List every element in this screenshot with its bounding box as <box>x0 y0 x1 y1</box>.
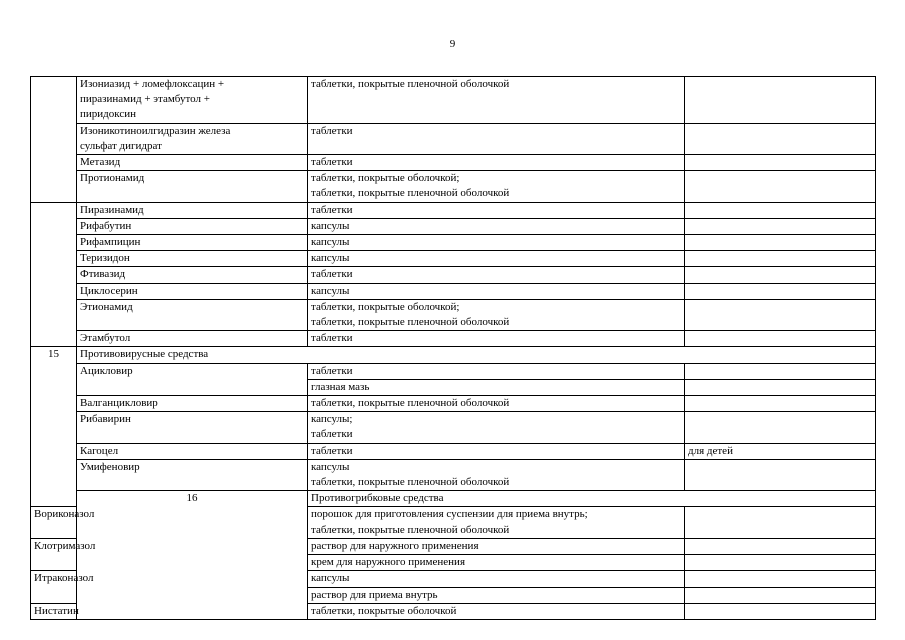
note-cell <box>685 155 876 171</box>
table-row <box>31 459 876 490</box>
dosage-form-cell: порошок для приготовления суспензии для приема внутрь; таблетки, покрытые пленочной оболочкой <box>308 507 685 538</box>
dosage-form-cell: таблетки, покрытые пленочной оболочкой <box>308 396 685 412</box>
drug-name-cell: Рибавирин <box>77 412 308 443</box>
drug-name-cell: Этамбутол <box>77 331 308 347</box>
drug-name-cell: Циклосерин <box>77 283 308 299</box>
section-heading-row <box>31 347 876 363</box>
note-cell <box>685 459 876 490</box>
drug-name-cell: Ацикловир <box>77 363 308 395</box>
dosage-form-cell: таблетки <box>308 202 685 218</box>
drug-name-cell: Итраконазол <box>31 571 77 603</box>
dosage-form-cell: капсулы таблетки, покрытые пленочной оболочкой <box>308 459 685 490</box>
note-cell <box>685 299 876 330</box>
drug-name-cell: Теризидон <box>77 251 308 267</box>
note-cell <box>685 603 876 619</box>
note-cell <box>685 235 876 251</box>
table-row <box>31 77 876 124</box>
drug-name-cell: Умифеновир <box>77 459 308 490</box>
dosage-form-cell: таблетки <box>308 155 685 171</box>
note-cell <box>685 331 876 347</box>
drug-name-cell: Фтивазид <box>77 267 308 283</box>
table-row <box>31 267 876 283</box>
note-cell <box>685 251 876 267</box>
dosage-form-cell: таблетки, покрытые оболочкой; таблетки, покрытые пленочной оболочкой <box>308 171 685 202</box>
table-row <box>31 396 876 412</box>
dosage-form-cell: таблетки <box>308 267 685 283</box>
note-cell: для детей <box>685 443 876 459</box>
dosage-form-cell: раствор для приема внутрь <box>308 587 685 603</box>
dosage-form-cell: таблетки, покрытые пленочной оболочкой <box>308 77 685 124</box>
table-row <box>31 299 876 330</box>
table-row <box>31 363 876 379</box>
note-cell <box>685 218 876 234</box>
dosage-form-cell: капсулы <box>308 283 685 299</box>
dosage-form-cell: таблетки <box>308 363 685 379</box>
dosage-form-cell: раствор для наружного применения <box>308 538 685 554</box>
dosage-form-cell: крем для наружного применения <box>308 555 685 571</box>
note-cell <box>685 555 876 571</box>
note-cell <box>685 587 876 603</box>
note-cell <box>685 77 876 124</box>
group-number-cell: 16 <box>77 491 308 620</box>
note-cell <box>685 507 876 538</box>
section-heading: Противовирусные средства <box>77 347 876 363</box>
group-number-cell <box>31 202 77 347</box>
note-cell <box>685 267 876 283</box>
note-cell <box>685 171 876 202</box>
dosage-form-cell: капсулы; таблетки <box>308 412 685 443</box>
note-cell <box>685 283 876 299</box>
note-cell <box>685 123 876 154</box>
dosage-form-cell: капсулы <box>308 571 685 587</box>
group-number-cell <box>31 77 77 203</box>
drug-name-cell: Рифампицин <box>77 235 308 251</box>
dosage-form-cell: таблетки <box>308 123 685 154</box>
table-row <box>31 331 876 347</box>
table-row <box>31 283 876 299</box>
note-cell <box>685 396 876 412</box>
table-row <box>31 412 876 443</box>
drug-name-cell: Клотримазол <box>31 538 77 570</box>
drug-name-cell: Вориконазол <box>31 507 77 538</box>
dosage-form-cell: таблетки, покрытые оболочкой <box>308 603 685 619</box>
drug-table <box>30 76 876 620</box>
table-row <box>31 235 876 251</box>
section-heading-row <box>31 491 876 507</box>
dosage-form-cell: капсулы <box>308 251 685 267</box>
drug-name-cell: Метазид <box>77 155 308 171</box>
drug-name-cell: Пиразинамид <box>77 202 308 218</box>
dosage-form-cell: капсулы <box>308 218 685 234</box>
dosage-form-cell: глазная мазь <box>308 379 685 395</box>
drug-name-cell: Кагоцел <box>77 443 308 459</box>
note-cell <box>685 363 876 379</box>
table-row <box>31 251 876 267</box>
drug-name-cell: Рифабутин <box>77 218 308 234</box>
table-row <box>31 202 876 218</box>
table-row <box>31 218 876 234</box>
drug-name-cell: Изониазид + ломефлоксацин + пиразинамид + этамбутол + пиридоксин <box>77 77 308 124</box>
drug-name-cell: Нистатин <box>31 603 77 619</box>
dosage-form-cell: таблетки, покрытые оболочкой; таблетки, покрытые пленочной оболочкой <box>308 299 685 330</box>
page-number: 9 <box>449 38 456 50</box>
dosage-form-cell: таблетки <box>308 443 685 459</box>
drug-name-cell: Этионамид <box>77 299 308 330</box>
table-row <box>31 443 876 459</box>
drug-name-cell: Изоникотиноилгидразин железа сульфат дигидрат <box>77 123 308 154</box>
group-number-cell: 15 <box>31 347 77 507</box>
table-row <box>31 123 876 154</box>
note-cell <box>685 412 876 443</box>
note-cell <box>685 202 876 218</box>
note-cell <box>685 571 876 587</box>
section-heading: Противогрибковые средства <box>308 491 876 507</box>
drug-name-cell: Протионамид <box>77 171 308 202</box>
drug-name-cell: Валганцикловир <box>77 396 308 412</box>
dosage-form-cell: капсулы <box>308 235 685 251</box>
note-cell <box>685 538 876 554</box>
table-row <box>31 155 876 171</box>
dosage-form-cell: таблетки <box>308 331 685 347</box>
table-row <box>31 171 876 202</box>
note-cell <box>685 379 876 395</box>
